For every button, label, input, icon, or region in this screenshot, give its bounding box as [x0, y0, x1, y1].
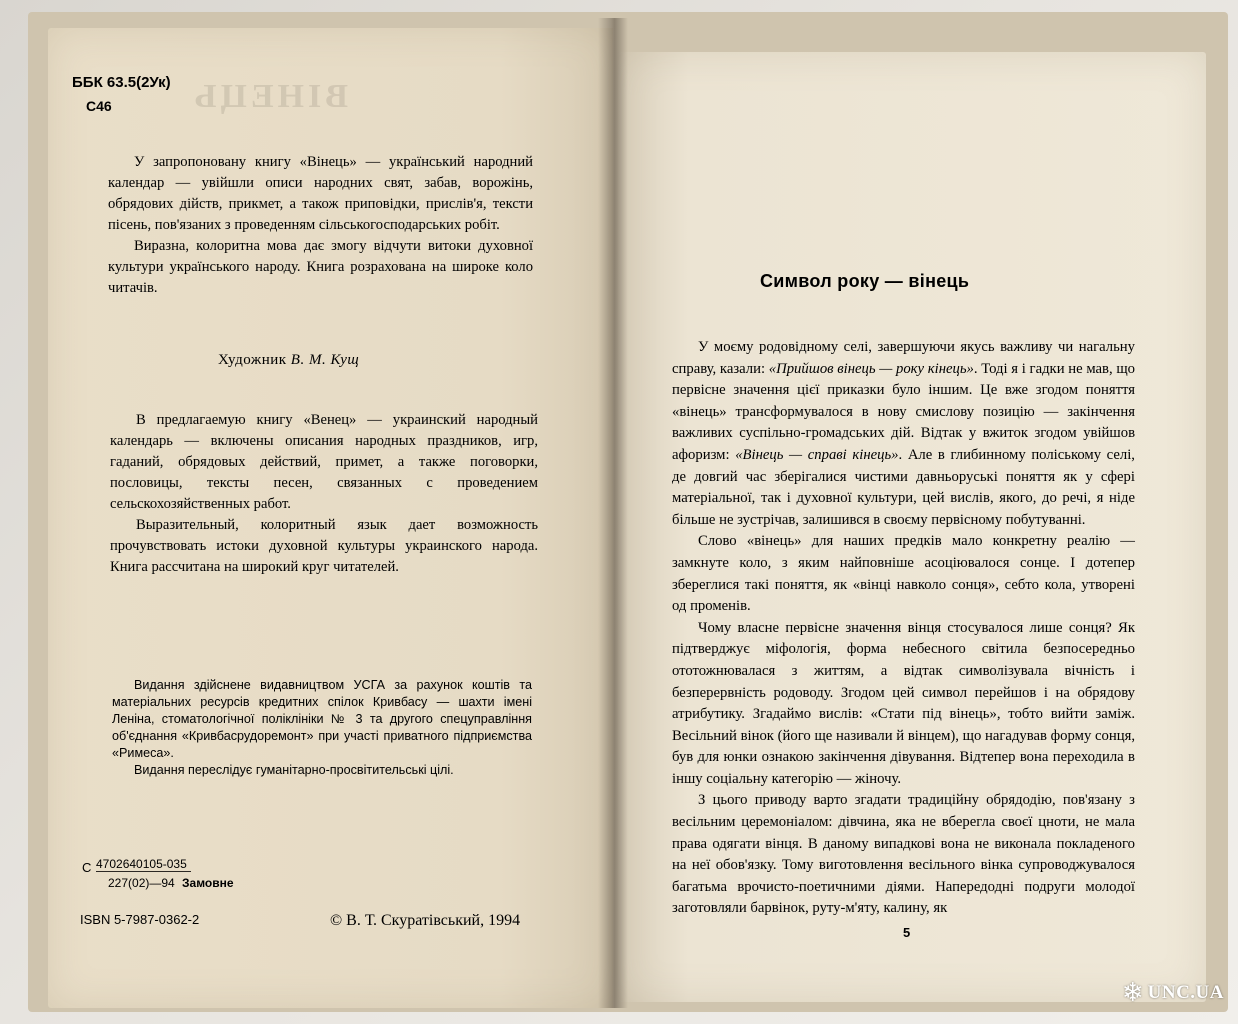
catalog-code-top: 4702640105-035	[96, 857, 191, 872]
annotation-paragraph: В предлагаемую книгу «Венец» — украинский народный календарь — включены описания народных праздников, игр, гаданий, обрядовых действий, примет, а также поговорки, пословицы, тексты песен, связанных с проведением сельскохозяйственных работ.	[110, 412, 538, 512]
catalog-code-bottom: 227(02)—94	[108, 876, 175, 890]
bbk-classification: ББК 63.5(2Ук)	[72, 74, 171, 91]
body-paragraph: Слово «вінець» для наших предків мало конкретну реалію — замкнуте коло, з яким найповніше асоціювалося сонце. І дотепер збереглися такі поняття, як «вінці навколо сонця», себто кола, утворені од променів.	[672, 533, 1135, 615]
isbn: ISBN 5-7987-0362-2	[80, 912, 200, 927]
publisher-paragraph: Видання здійснене видавництвом УСГА за рахунок коштів та матеріальних ресурсів кредитних спілок Кривбасу — шахти імені Леніна, стоматологічної поліклініки № 3 та другого спецуправління об'єднання «Кривбасрудоремонт» при участі приватного підприємства «Римеса».	[112, 678, 532, 760]
publisher-note	[112, 677, 532, 779]
body-paragraph: Чому власне первісне значення вінця стосувалося лише сонця? Як підтверджує міфологія, форма небесного світила безпосередньо ототожнювалася з життям, а відтак символізувала вічність і безперервність родоводу. Згодом цей символ перейшов і на обрядову атрибутику. Згадаймо вислів: «Стати під вінець», тобто вийти заміж. Весільний вінок (його ще називали й вінцем), що нагадував форму сонця, був для юнки ознакою закінчення дівування. Відтепер вона переходила в іншу соціальну категорію — жіночу.	[672, 619, 1135, 787]
ukrainian-annotation	[108, 152, 533, 299]
copyright-line: © В. Т. Скуратівський, 1994	[330, 912, 521, 929]
annotation-paragraph: Виразна, колоритна мова дає змогу відчути витоки духовної культури українського народу. Книга розрахована на широке коло читачів.	[108, 238, 533, 296]
bleed-through-text: ВІНЕЦЬ	[190, 78, 348, 115]
bbk-author-code: С46	[86, 98, 112, 114]
annotation-paragraph: У запропоновану книгу «Вінець» — український народний календар — увійшли описи народних свят, забав, ворожінь, обрядових дійств, прикмет, а також приповідки, прислів'я, тексти пісень, пов'язаних з проведенням сільськогосподарських робіт.	[108, 154, 533, 233]
artist-name: В. М. Кущ	[290, 352, 360, 368]
body-paragraph: З цього приводу варто згадати традиційну обрядодію, пов'язану з весільним церемоніалом: дівчина, яка не вберегла своєї цноти, не мала права одягати вінця. В даному випадкові вона не виконала покладеного на неї обов'язку. Тому виготовлення весільного вінка супроводжувалося багатьма врочисто-поетичними діями. Напередодні подруги молодої заготовляли барвінок, руту-м'яту, калину, як	[672, 792, 1135, 917]
watermark-text: UNC.UA	[1147, 982, 1224, 1003]
body-paragraph: У моєму родовідному селі, завершуючи якусь важливу чи нагальну справу, казали: «Прийшов вінець — року кінець». Тоді я і гадки не мав, що первісне значення цієї приказки було іншим. Це вже згодом поняття «вінець» трансформувалося в нову смислову позицію — закінчення важливих суспільно-громадських дій. Відтак у вжиток згодом увійшов афоризм: «Вінець — справі кінець». Але в глибинному поліському селі, де довгий час зберігалися чистими давньоруські поняття як у сфері матеріальної, так і духовної культури, цей вислів, якого, до речі, я ніде більше не зустрічав, залишився в своєму первісному побутуванні.	[672, 339, 1135, 528]
annotation-paragraph: Выразительный, колоритный язык дает возможность прочувствовать истоки духовной культуры украинского народа. Книга рассчитана на широкий круг читателей.	[110, 517, 538, 575]
russian-annotation	[110, 410, 538, 578]
page-number: 5	[903, 925, 911, 940]
order-label: Замовне	[182, 876, 234, 890]
watermark	[1122, 978, 1224, 1008]
artist-credit	[218, 352, 359, 369]
catalog-letter: С	[82, 860, 92, 875]
book-spine	[598, 18, 628, 1008]
artist-label: Художник	[218, 352, 287, 368]
publisher-paragraph: Видання переслідує гуманітарно-просвітительські цілі.	[134, 763, 454, 777]
chapter-title: Символ року — вінець	[760, 271, 970, 291]
snowflake-icon: ❄	[1121, 978, 1144, 1007]
chapter-body	[672, 337, 1135, 920]
